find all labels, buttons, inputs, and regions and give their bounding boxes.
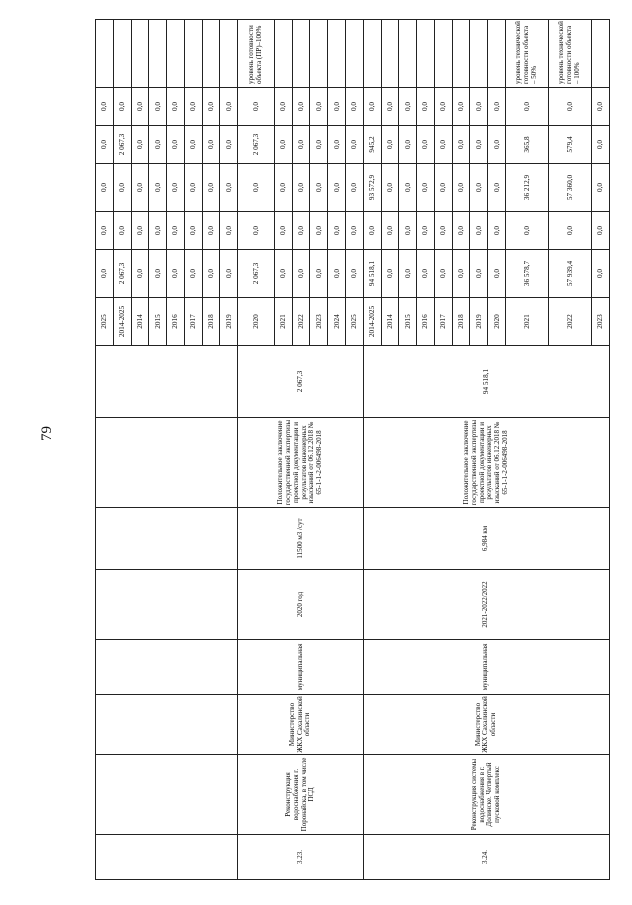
year-cell: 2017 [184,298,202,346]
value-cell: 0,0 [238,88,275,126]
value-cell: 0,0 [131,126,149,164]
project-number-cell: 3.23. [238,835,364,880]
value-cell: 0,0 [184,250,202,298]
value-cell: 0,0 [417,126,435,164]
value-cell: 0,0 [470,126,488,164]
value-cell: 0,0 [310,126,328,164]
value-cell: 0,0 [363,88,381,126]
value-cell: 0,0 [328,88,346,126]
value-cell: 0,0 [292,88,310,126]
value-cell: 0,0 [346,250,364,298]
indicator-cell [399,20,417,88]
year-cell: 2015 [399,298,417,346]
ownership-cell: муниципальная [363,640,609,695]
value-cell: 0,0 [399,126,417,164]
indicator-cell [381,20,399,88]
blank-num-cell [96,835,238,880]
value-cell: 0,0 [292,212,310,250]
year-cell: 2022 [548,298,591,346]
value-cell: 0,0 [149,164,167,212]
value-cell: 0,0 [167,126,185,164]
year-cell: 2015 [149,298,167,346]
value-cell: 0,0 [113,212,131,250]
year-cell: 2014-2025 [113,298,131,346]
value-cell: 0,0 [591,88,609,126]
value-cell: 0,0 [184,212,202,250]
value-cell: 2 067,3 [238,250,275,298]
year-cell: 2023 [310,298,328,346]
value-cell: 0,0 [96,164,114,212]
value-cell: 2 067,3 [113,126,131,164]
value-cell: 0,0 [292,250,310,298]
value-cell: 0,0 [434,164,452,212]
value-cell: 0,0 [452,250,470,298]
cost-cell: 2 067,3 [238,346,364,418]
term-cell: 2020 год [238,570,364,640]
value-cell: 0,0 [488,126,506,164]
value-cell: 0,0 [328,126,346,164]
value-cell: 0,0 [220,88,238,126]
value-cell: 0,0 [292,126,310,164]
value-cell: 2 067,3 [238,126,275,164]
value-cell: 0,0 [274,250,292,298]
value-cell: 57 939,4 [548,250,591,298]
cost-cell: 94 518,1 [363,346,609,418]
rotated-table-container [95,20,610,880]
indicator-cell [292,20,310,88]
value-cell: 0,0 [149,250,167,298]
value-cell: 0,0 [434,250,452,298]
year-cell: 2019 [220,298,238,346]
value-cell: 0,0 [131,88,149,126]
value-cell: 0,0 [346,126,364,164]
value-cell: 0,0 [167,212,185,250]
value-cell: 0,0 [417,212,435,250]
customer-cell: Министерство ЖКХ Сахалинской области [363,695,609,755]
value-cell: 0,0 [131,164,149,212]
value-cell: 579,4 [548,126,591,164]
value-cell: 0,0 [96,126,114,164]
value-cell: 0,0 [417,88,435,126]
documents-cell: Положительное заключение государственной экспертизы проектной документации и результатов инженерных изысканий от 06.12.2018 № 65-1-1-2-006498-2018 [363,418,609,508]
value-cell: 0,0 [220,250,238,298]
blank-customer-cell [96,695,238,755]
value-cell: 0,0 [167,250,185,298]
year-cell: 2020 [488,298,506,346]
blank-owner-cell [96,640,238,695]
indicator-cell [202,20,220,88]
table-row [363,20,381,880]
value-cell: 0,0 [591,212,609,250]
value-cell: 0,0 [346,88,364,126]
value-cell: 0,0 [310,88,328,126]
indicator-cell [328,20,346,88]
value-cell: 0,0 [548,88,591,126]
value-cell: 0,0 [274,88,292,126]
value-cell: 0,0 [452,164,470,212]
value-cell: 0,0 [434,212,452,250]
value-cell: 0,0 [488,250,506,298]
year-cell: 2016 [417,298,435,346]
capacity-cell: 6,984 км [363,508,609,570]
value-cell: 57 360,0 [548,164,591,212]
value-cell: 0,0 [184,126,202,164]
indicator-cell [220,20,238,88]
indicator-cell [470,20,488,88]
project-name-cell: Реконструкция системы водоснабжения в г. Долинске. Четвертый пусковой комплекс [363,755,609,835]
value-cell: 0,0 [96,212,114,250]
value-cell: 0,0 [488,88,506,126]
year-cell: 2022 [292,298,310,346]
indicator-cell [434,20,452,88]
indicator-cell: уровень технической готовности объекта – 100% [548,20,591,88]
year-cell: 2014 [131,298,149,346]
documents-cell: Положительное заключение государственной экспертизы проектной документации и результатов инженерных изысканий от 06.12.2018 № 65-1-1-2-006498-2018 [238,418,364,508]
indicator-cell [131,20,149,88]
program-table [95,19,610,880]
table-row [96,20,114,880]
value-cell: 0,0 [310,164,328,212]
indicator-cell [417,20,435,88]
value-cell: 0,0 [292,164,310,212]
value-cell: 0,0 [488,212,506,250]
value-cell: 0,0 [131,212,149,250]
ownership-cell: муниципальная [238,640,364,695]
value-cell: 0,0 [274,126,292,164]
value-cell: 0,0 [238,212,275,250]
year-cell: 2023 [591,298,609,346]
indicator-cell [363,20,381,88]
term-cell: 2021-2022/2022 [363,570,609,640]
value-cell: 36 212,9 [506,164,549,212]
value-cell: 0,0 [274,212,292,250]
indicator-cell [488,20,506,88]
indicator-cell [310,20,328,88]
value-cell: 0,0 [220,212,238,250]
value-cell: 0,0 [328,250,346,298]
value-cell: 0,0 [149,88,167,126]
value-cell: 0,0 [149,126,167,164]
value-cell: 0,0 [417,164,435,212]
value-cell: 93 572,9 [363,164,381,212]
value-cell: 0,0 [591,250,609,298]
value-cell: 0,0 [452,88,470,126]
year-cell: 2021 [274,298,292,346]
value-cell: 365,8 [506,126,549,164]
year-cell: 2021 [506,298,549,346]
indicator-cell: уровень технической готовности объекта – 50% [506,20,549,88]
value-cell: 0,0 [202,212,220,250]
value-cell: 2 067,3 [113,250,131,298]
value-cell: 0,0 [220,164,238,212]
value-cell: 0,0 [202,250,220,298]
indicator-cell [452,20,470,88]
value-cell: 0,0 [381,250,399,298]
value-cell: 0,0 [381,212,399,250]
value-cell: 0,0 [591,164,609,212]
value-cell: 0,0 [274,164,292,212]
capacity-cell: 11500 м3 /сут [238,508,364,570]
value-cell: 0,0 [167,164,185,212]
year-cell: 2020 [238,298,275,346]
value-cell: 0,0 [381,88,399,126]
value-cell: 0,0 [548,212,591,250]
value-cell: 0,0 [202,88,220,126]
value-cell: 0,0 [452,212,470,250]
value-cell: 0,0 [591,126,609,164]
value-cell: 0,0 [399,250,417,298]
value-cell: 0,0 [202,164,220,212]
indicator-cell [591,20,609,88]
value-cell: 0,0 [434,126,452,164]
value-cell: 0,0 [470,164,488,212]
value-cell: 0,0 [113,164,131,212]
project-name-cell: Реконструкция водоснабжения г. Поронайска, в том числе ПСД [238,755,364,835]
blank-capacity-cell [96,508,238,570]
value-cell: 0,0 [470,88,488,126]
value-cell: 0,0 [131,250,149,298]
value-cell: 945,2 [363,126,381,164]
value-cell: 0,0 [399,164,417,212]
value-cell: 0,0 [488,164,506,212]
value-cell: 0,0 [346,164,364,212]
value-cell: 0,0 [470,212,488,250]
value-cell: 0,0 [184,164,202,212]
year-cell: 2018 [202,298,220,346]
blank-docs-cell [96,418,238,508]
value-cell: 36 578,7 [506,250,549,298]
value-cell: 0,0 [506,88,549,126]
indicator-cell [346,20,364,88]
value-cell: 0,0 [113,88,131,126]
blank-cost-cell [96,346,238,418]
value-cell: 0,0 [434,88,452,126]
blank-name-cell [96,755,238,835]
table-body [96,20,610,880]
value-cell: 0,0 [220,126,238,164]
value-cell: 0,0 [238,164,275,212]
value-cell: 0,0 [417,250,435,298]
value-cell: 0,0 [399,88,417,126]
value-cell: 0,0 [328,164,346,212]
value-cell: 0,0 [470,250,488,298]
customer-cell: Министерство ЖКХ Сахалинской области [238,695,364,755]
table-row [238,20,275,880]
value-cell: 0,0 [346,212,364,250]
value-cell: 0,0 [381,126,399,164]
year-cell: 2018 [452,298,470,346]
indicator-cell [184,20,202,88]
value-cell: 0,0 [363,212,381,250]
year-cell: 2025 [96,298,114,346]
indicator-cell [149,20,167,88]
year-cell: 2017 [434,298,452,346]
value-cell: 0,0 [96,250,114,298]
indicator-cell [96,20,114,88]
value-cell: 0,0 [310,212,328,250]
value-cell: 0,0 [328,212,346,250]
value-cell: 0,0 [202,126,220,164]
value-cell: 0,0 [149,212,167,250]
value-cell: 0,0 [184,88,202,126]
value-cell: 0,0 [399,212,417,250]
indicator-cell: уровень готовности объекта (ПР)–100% [238,20,275,88]
value-cell: 0,0 [452,126,470,164]
year-cell: 2019 [470,298,488,346]
page-number: 79 [39,426,55,441]
project-number-cell: 3.24. [363,835,609,880]
blank-term-cell [96,570,238,640]
value-cell: 94 518,1 [363,250,381,298]
value-cell: 0,0 [310,250,328,298]
year-cell: 2014 [381,298,399,346]
value-cell: 0,0 [381,164,399,212]
value-cell: 0,0 [506,212,549,250]
indicator-cell [167,20,185,88]
value-cell: 0,0 [167,88,185,126]
year-cell: 2014-2025 [363,298,381,346]
indicator-cell [113,20,131,88]
year-cell: 2024 [328,298,346,346]
value-cell: 0,0 [96,88,114,126]
indicator-cell [274,20,292,88]
year-cell: 2016 [167,298,185,346]
year-cell: 2025 [346,298,364,346]
